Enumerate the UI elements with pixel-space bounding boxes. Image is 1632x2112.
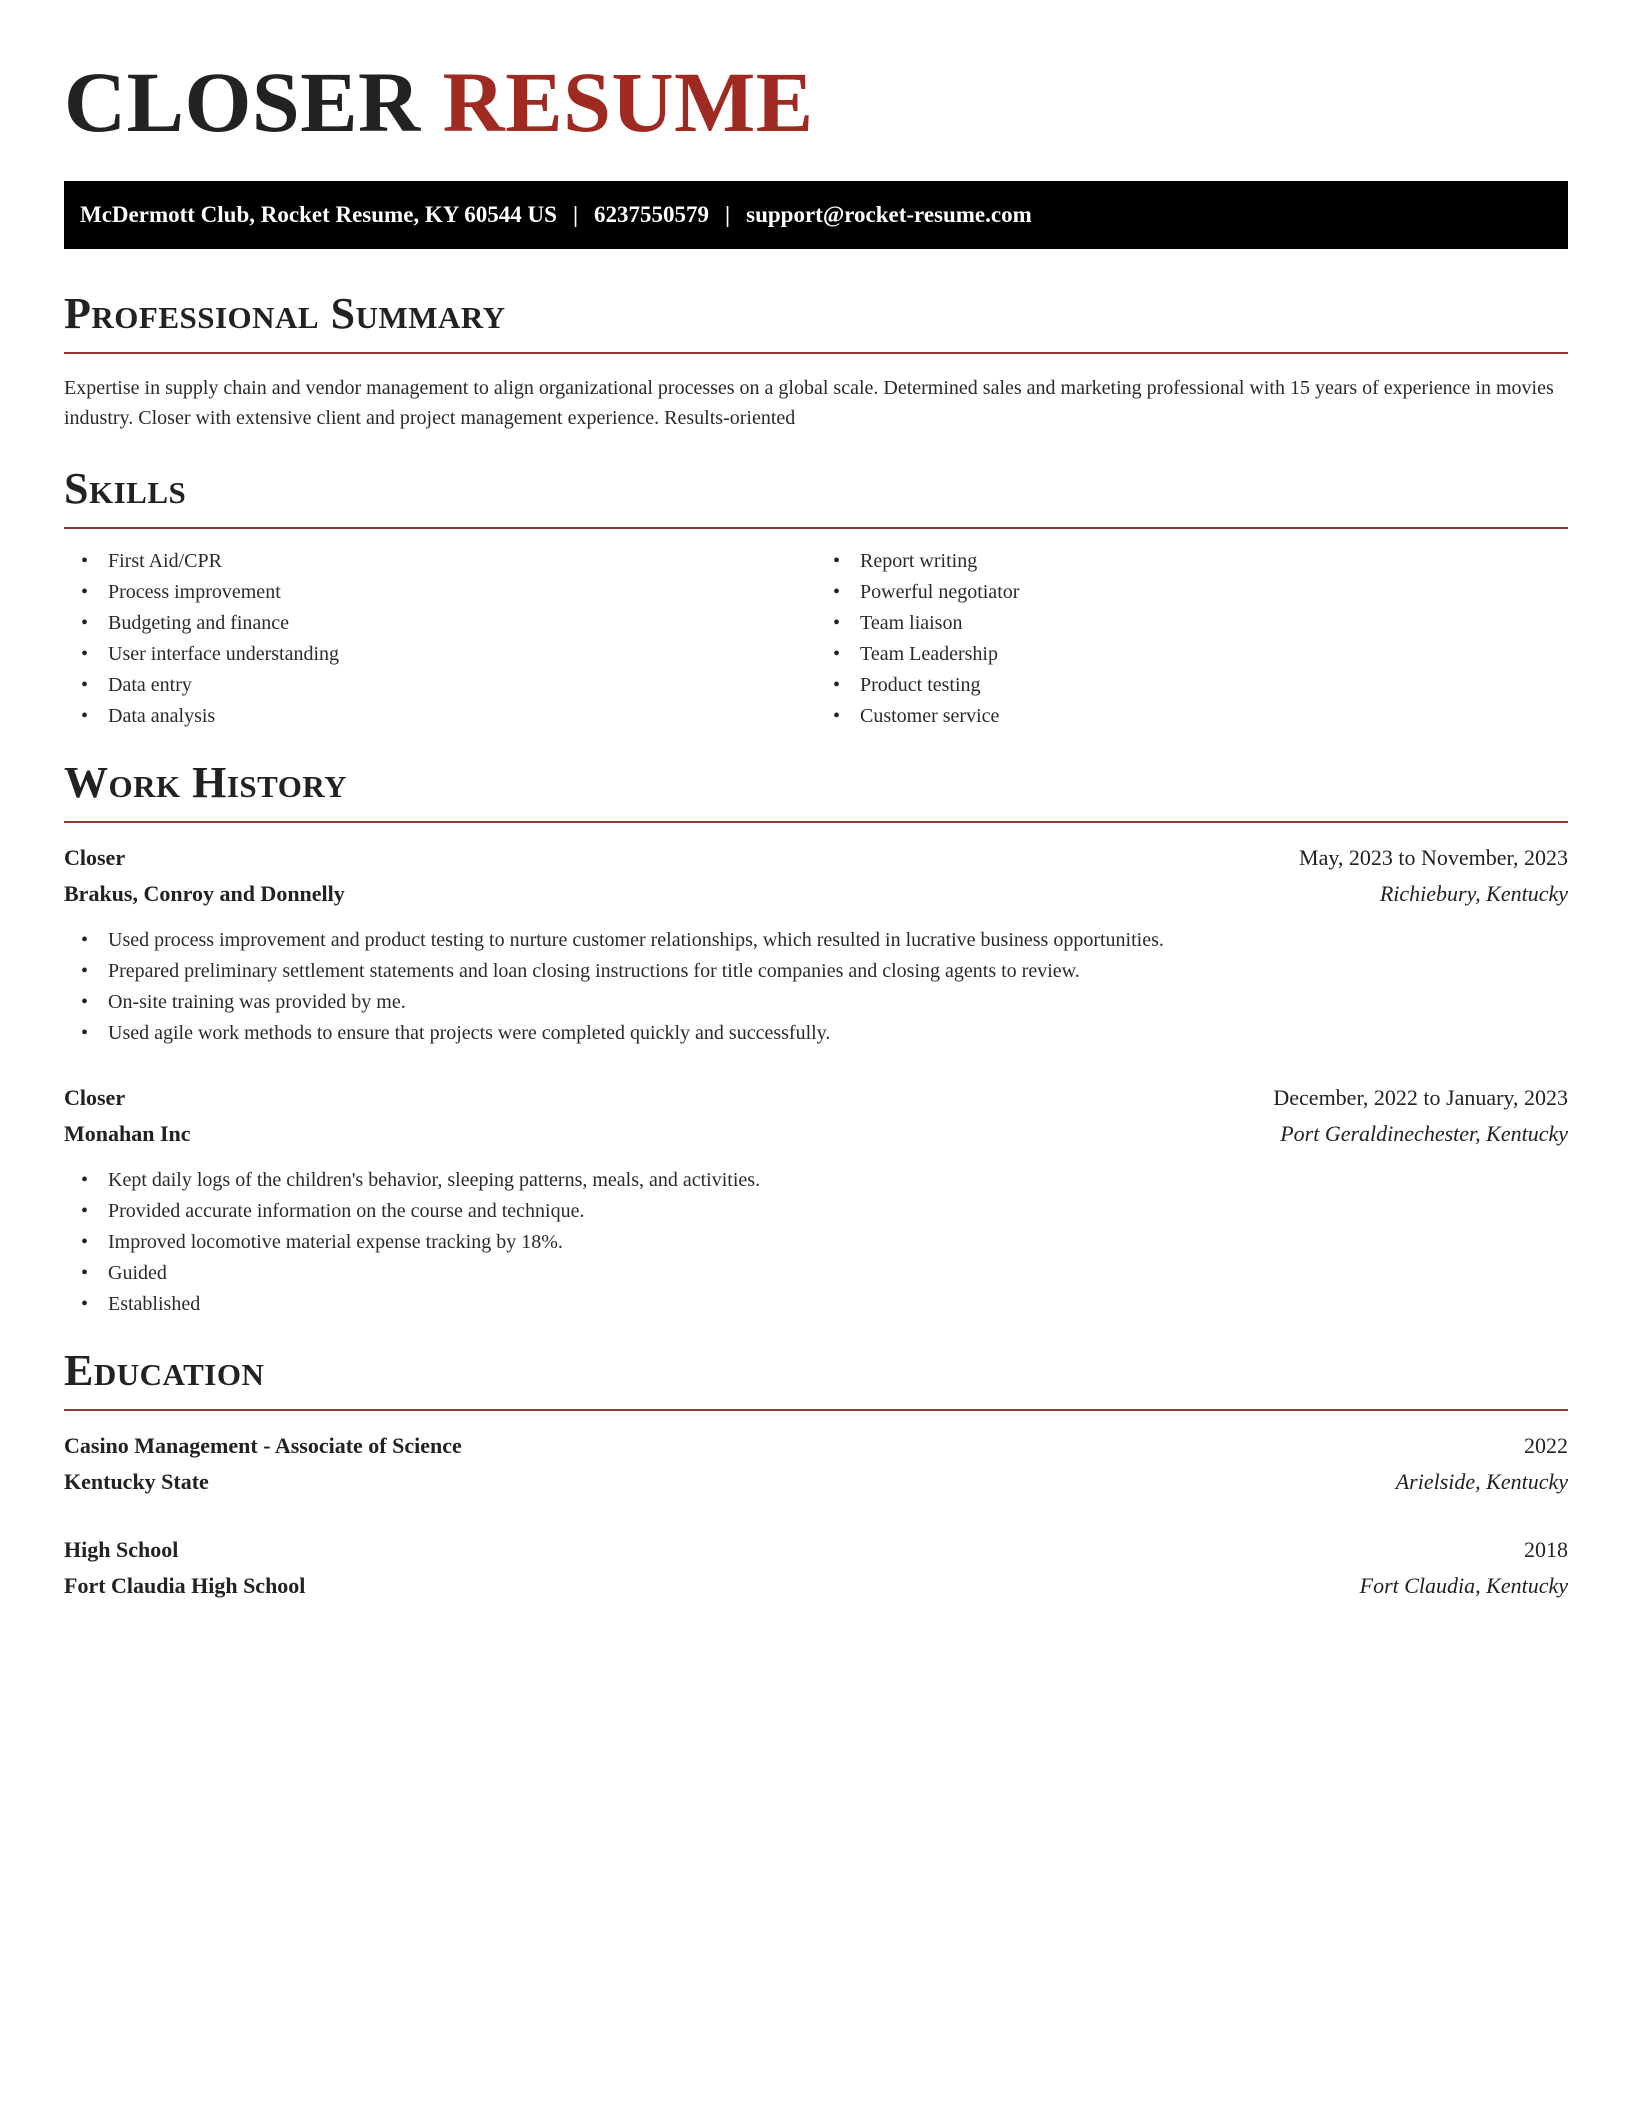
job-company: Monahan Inc	[64, 1121, 191, 1146]
contact-address: McDermott Club, Rocket Resume, KY 60544 US	[80, 202, 557, 227]
education-school-row	[64, 1464, 1568, 1500]
job-location: Port Geraldinechester, Kentucky	[1280, 1121, 1568, 1146]
job-bullet: • Kept daily logs of the children's behavior, sleeping patterns, meals, and activities.	[108, 1165, 1568, 1196]
skill-item: • Data entry	[108, 670, 816, 701]
skills-list-right	[816, 546, 1568, 732]
job-role: Closer	[64, 845, 126, 870]
contact-separator: |	[572, 202, 579, 227]
education-section	[64, 1346, 1568, 1604]
section-divider	[64, 352, 1568, 354]
job-entry	[64, 1080, 1568, 1320]
job-company-row	[64, 876, 1568, 912]
section-title-skills: Skills	[64, 464, 187, 513]
education-degree-row	[64, 1532, 1568, 1568]
skill-item: • Process improvement	[108, 577, 816, 608]
job-location: Richiebury, Kentucky	[1379, 881, 1568, 906]
skill-item: • User interface understanding	[108, 639, 816, 670]
job-entry	[64, 840, 1568, 1049]
contact-bar	[64, 181, 1568, 249]
skills-section	[64, 464, 1568, 732]
job-bullet: • On-site training was provided by me.	[108, 987, 1568, 1018]
job-bullets	[64, 1165, 1568, 1320]
skill-item: • Team Leadership	[860, 639, 1568, 670]
education-entry	[64, 1532, 1568, 1604]
skill-item: • Data analysis	[108, 701, 816, 732]
job-bullet: • Used process improvement and product testing to nurture customer relationships, which resulted in lucrative business opportunities.	[108, 925, 1568, 956]
section-divider	[64, 1409, 1568, 1411]
education-school-row	[64, 1568, 1568, 1604]
education-degree: High School	[64, 1537, 179, 1562]
job-header-row	[64, 1080, 1568, 1116]
job-dates: May, 2023 to November, 2023	[1299, 845, 1568, 870]
education-degree: Casino Management - Associate of Science	[64, 1433, 462, 1458]
skills-grid	[64, 546, 1568, 732]
job-bullet: • Used agile work methods to ensure that projects were completed quickly and successfully.	[108, 1018, 1568, 1049]
name-last: RESUME	[442, 54, 814, 150]
section-divider	[64, 821, 1568, 823]
job-company-row	[64, 1116, 1568, 1152]
job-bullet: • Established	[108, 1289, 1568, 1320]
education-entry	[64, 1428, 1568, 1500]
skills-list-left	[64, 546, 816, 732]
job-bullet: • Prepared preliminary settlement statements and loan closing instructions for title companies and closing agents to review.	[108, 956, 1568, 987]
job-bullet: • Guided	[108, 1258, 1568, 1289]
contact-email: support@rocket-resume.com	[746, 202, 1032, 227]
professional-summary-section	[64, 289, 1568, 433]
skill-item: • Powerful negotiator	[860, 577, 1568, 608]
skill-item: • Product testing	[860, 670, 1568, 701]
skill-item: • Team liaison	[860, 608, 1568, 639]
skill-item: • First Aid/CPR	[108, 546, 816, 577]
name-first: CLOSER	[64, 54, 421, 150]
job-dates: December, 2022 to January, 2023	[1273, 1085, 1568, 1110]
skill-item: • Budgeting and finance	[108, 608, 816, 639]
education-degree-row	[64, 1428, 1568, 1464]
contact-phone: 6237550579	[594, 202, 710, 227]
contact-separator: |	[725, 202, 731, 227]
skill-item: • Report writing	[860, 546, 1568, 577]
resume-name-heading	[64, 52, 1568, 152]
education-year: 2022	[1524, 1433, 1568, 1458]
section-title-education: Education	[64, 1346, 265, 1395]
job-company: Brakus, Conroy and Donnelly	[64, 881, 345, 906]
education-location: Fort Claudia, Kentucky	[1359, 1573, 1568, 1598]
job-bullet: • Provided accurate information on the course and technique.	[108, 1196, 1568, 1227]
education-location: Arielside, Kentucky	[1395, 1469, 1568, 1494]
section-title-summary: Professional Summary	[64, 289, 506, 338]
section-title-work-history: Work History	[64, 758, 348, 807]
section-divider	[64, 527, 1568, 529]
job-bullet: • Improved locomotive material expense tracking by 18%.	[108, 1227, 1568, 1258]
education-school: Fort Claudia High School	[64, 1573, 306, 1598]
job-role: Closer	[64, 1085, 126, 1110]
job-bullets	[64, 925, 1568, 1049]
summary-text: Expertise in supply chain and vendor management to align organizational processes on a global scale. Determined sales and marketing professional with 15 years of experience in movies industry. Closer with extensive client and project management experience. Results-oriented	[64, 377, 1554, 429]
work-history-section	[64, 758, 1568, 1320]
education-year: 2018	[1524, 1537, 1568, 1562]
skill-item: • Customer service	[860, 701, 1568, 732]
job-header-row	[64, 840, 1568, 876]
education-school: Kentucky State	[64, 1469, 209, 1494]
